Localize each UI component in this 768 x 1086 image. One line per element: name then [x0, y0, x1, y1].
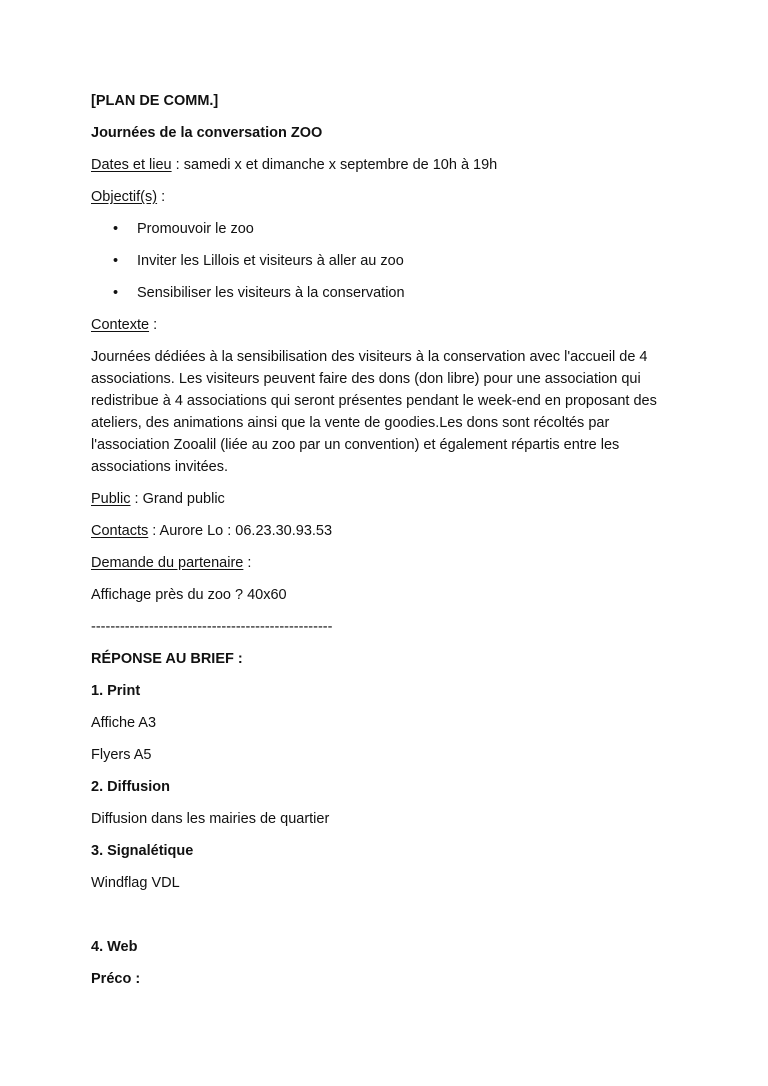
objectif-text: Inviter les Lillois et visiteurs à aller au zoo: [137, 253, 404, 269]
contexte-label: Contexte: [91, 317, 150, 333]
dates-label: Dates et lieu: [91, 157, 172, 173]
list-item: [91, 282, 691, 304]
demande-line: [91, 552, 691, 574]
demande-text: Affichage près du zoo ? 40x60: [91, 587, 287, 603]
contexte-suffix: :: [149, 317, 158, 333]
diffusion-line: Diffusion dans les mairies de quartier: [91, 811, 330, 827]
objectifs-label: Objectif(s): [91, 189, 158, 205]
print-line: Affiche A3: [91, 715, 157, 731]
objectif-text: Sensibiliser les visiteurs à la conservation: [137, 285, 405, 301]
demande-label: Demande du partenaire: [91, 555, 244, 571]
contexte-paragraph: Journées dédiées à la sensibilisation des visiteurs à la conservation avec l'accueil de 4 associations. Les visiteurs peuvent faire des dons (don libre) pour une association qui redistribue à 4 associations qui seront présentes pendant le week-end en proposant des ateliers, des animations ainsi que la vente de goodies.Les dons sont récoltés par l'association Zooalil (liée au zoo par un convention) et également répartis entre les associations invitées.: [91, 349, 657, 475]
demande-suffix: :: [243, 555, 252, 571]
public-line: [91, 488, 691, 510]
objectifs-list: [91, 218, 691, 304]
list-item: [91, 218, 691, 240]
public-label: Public: [91, 491, 131, 507]
bullet-icon: •: [113, 285, 119, 301]
print-line: Flyers A5: [91, 747, 152, 763]
section-title-web: 4. Web: [91, 939, 138, 955]
doc-header: [PLAN DE COMM.]: [91, 93, 219, 109]
contacts-label: Contacts: [91, 523, 149, 539]
separator: --------------------------------------------------: [91, 619, 333, 635]
blank-line: [91, 904, 691, 936]
preco-label: Préco :: [91, 971, 141, 987]
bullet-icon: •: [113, 253, 119, 269]
reponse-title: RÉPONSE AU BRIEF :: [91, 651, 243, 667]
document-content: [91, 90, 691, 1000]
objectifs-suffix: :: [157, 189, 166, 205]
section-title-diffusion: 2. Diffusion: [91, 779, 170, 795]
section-title-print: 1. Print: [91, 683, 141, 699]
objectifs-line: [91, 186, 691, 208]
contacts-line: [91, 520, 691, 542]
contacts-value: : Aurore Lo : 06.23.30.93.53: [148, 523, 333, 539]
dates-line: [91, 154, 691, 176]
public-value: : Grand public: [130, 491, 225, 507]
bullet-icon: •: [113, 221, 119, 237]
doc-title: Journées de la conversation ZOO: [91, 125, 323, 141]
dates-value: : samedi x et dimanche x septembre de 10h à 19h: [171, 157, 498, 173]
list-item: [91, 250, 691, 272]
objectif-text: Promouvoir le zoo: [137, 221, 254, 237]
contexte-line: [91, 314, 691, 336]
section-title-signaletique: 3. Signalétique: [91, 843, 194, 859]
signaletique-line: Windflag VDL: [91, 875, 180, 891]
